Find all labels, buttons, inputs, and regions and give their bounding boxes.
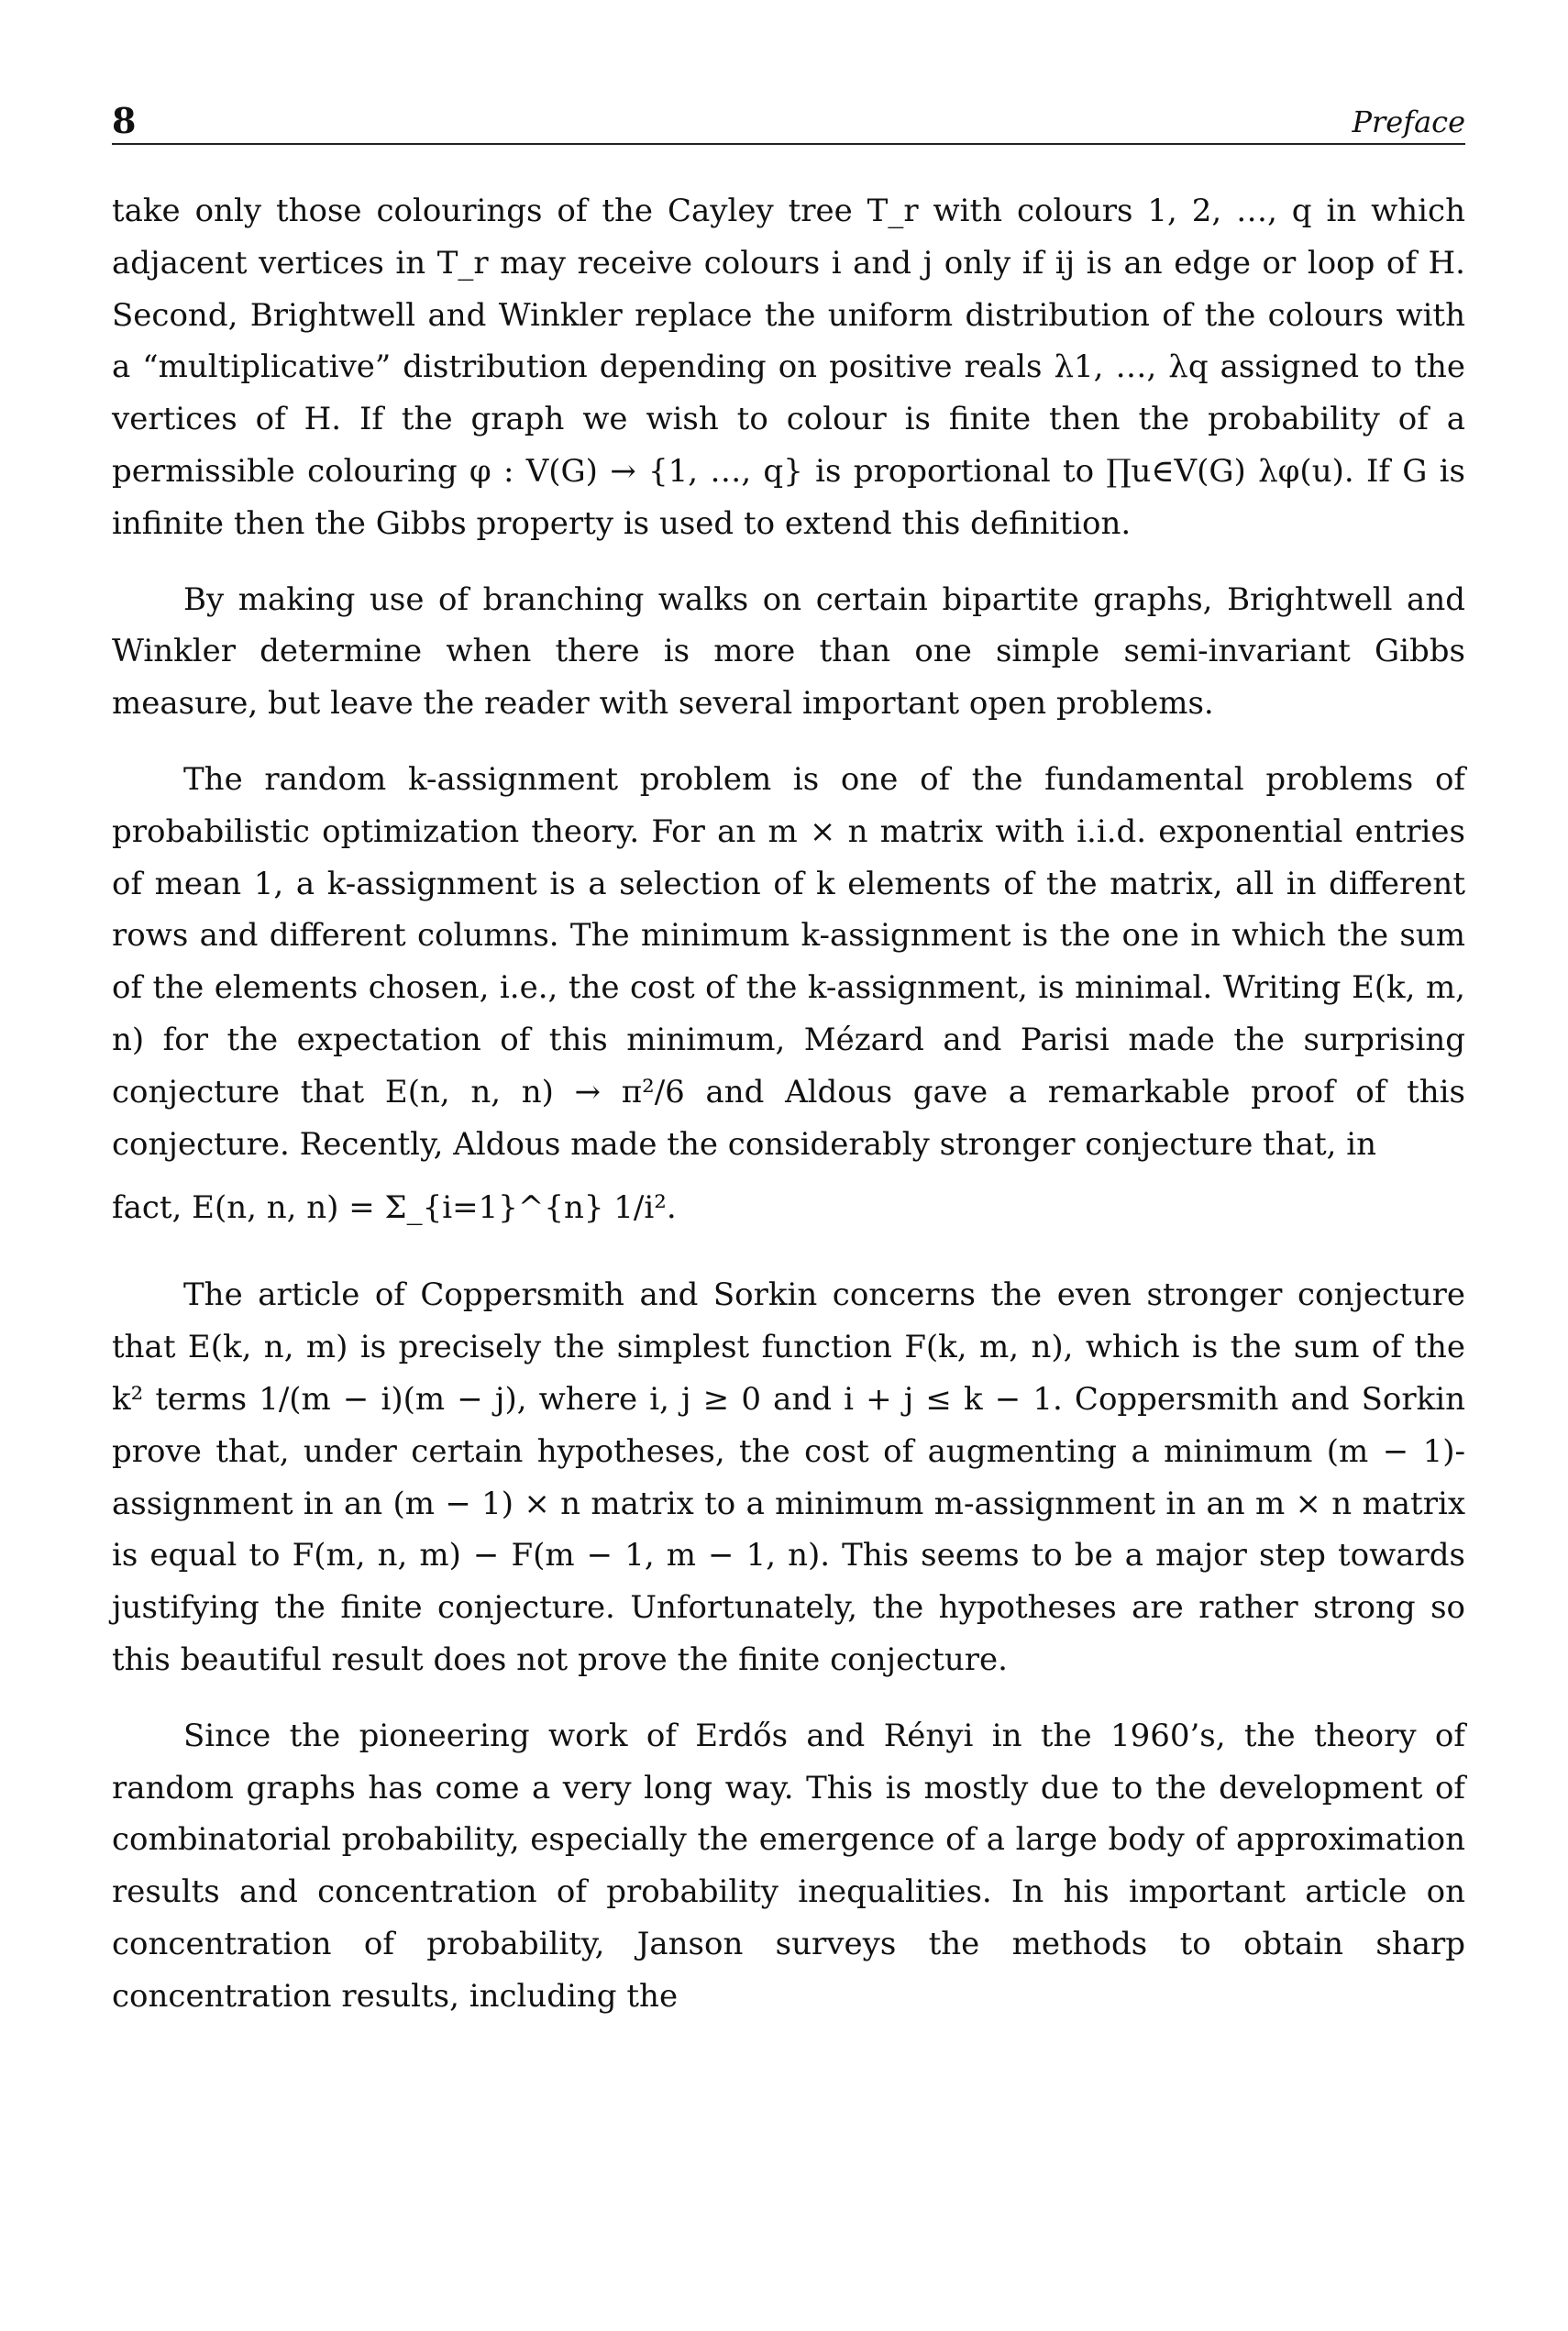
paragraph-coppersmith-sorkin: The article of Coppersmith and Sorkin concerns the even stronger conjecture that E(k, n, m) is precisely the simplest function F(k, m, n), which is the sum of the k² terms 1/(m − i)(m − j), where i, j ≥ 0 and i + j ≤ k − 1. Coppersmith and Sorkin prove that, under certain hypotheses, the cost of augmenting a minimum (m − 1)-assignment in an (m − 1) × n matrix to a minimum m-assignment in an m × n matrix is equal to F(m, n, m) − F(m − 1, m − 1, n). This seems to be a major step towards justifying the finite conjecture. Unfortunately, the hypotheses are rather strong so this beautiful result does not prove the finite conjecture. — [112, 1276, 1465, 1678]
paragraph-k-assignment: The random k-assignment problem is one of the fundamental problems of probabilistic optimization theory. For an m × n matrix with i.i.d. exponential entries of mean 1, a k-assignment is a selection of k elements of the matrix, all in different rows and different columns. The minimum k-assignment is the one in which the sum of the elements chosen, i.e., the cost of the k-assignment, is minimal. Writing E(k, m, n) for the expectation of this minimum, Mézard and Parisi made the surprising conjecture that E(n, n, n) → π²/6 and Aldous gave a remarkable proof of this conjecture. Recently, Aldous made the considerably stronger conjecture that, in — [112, 760, 1465, 1163]
section-title: Preface — [1352, 105, 1465, 139]
display-formula: fact, E(n, n, n) = Σ_{i=1}^{n} 1/i². — [112, 1189, 677, 1227]
running-head — [112, 100, 1465, 145]
page-number: 8 — [112, 100, 137, 141]
page-body — [112, 185, 1465, 2023]
paragraph-random-graphs: Since the pioneering work of Erdős and Rényi in the 1960’s, the theory of random graphs has come a very long way. This is mostly due to the development of combinatorial probability, especially the emergence of a large body of approximation results and concentration of probability inequalities. In his important article on concentration of probability, Janson surveys the methods to obtain sharp concentration results, including the — [112, 1717, 1465, 2015]
page — [112, 100, 1465, 2047]
paragraph-colourings: take only those colourings of the Cayley tree T_r with colours 1, 2, …, q in which adjacent vertices in T_r may receive colours i and j only if ij is an edge or loop of H. Second, Brightwell and Winkler replace the uniform distribution of the colours with a “multiplicative” distribution depending on positive reals λ1, …, λq assigned to the vertices of H. If the graph we wish to colour is finite then the probability of a permissible colouring φ : V(G) → {1, …, q} is proportional to ∏u∈V(G) λφ(u). If G is infinite then the Gibbs property is used to extend this definition. — [112, 193, 1465, 542]
paragraph-branching-walks: By making use of branching walks on certain bipartite graphs, Brightwell and Winkler determine when there is more than one simple semi-invariant Gibbs measure, but leave the reader with several important open problems. — [112, 580, 1465, 723]
